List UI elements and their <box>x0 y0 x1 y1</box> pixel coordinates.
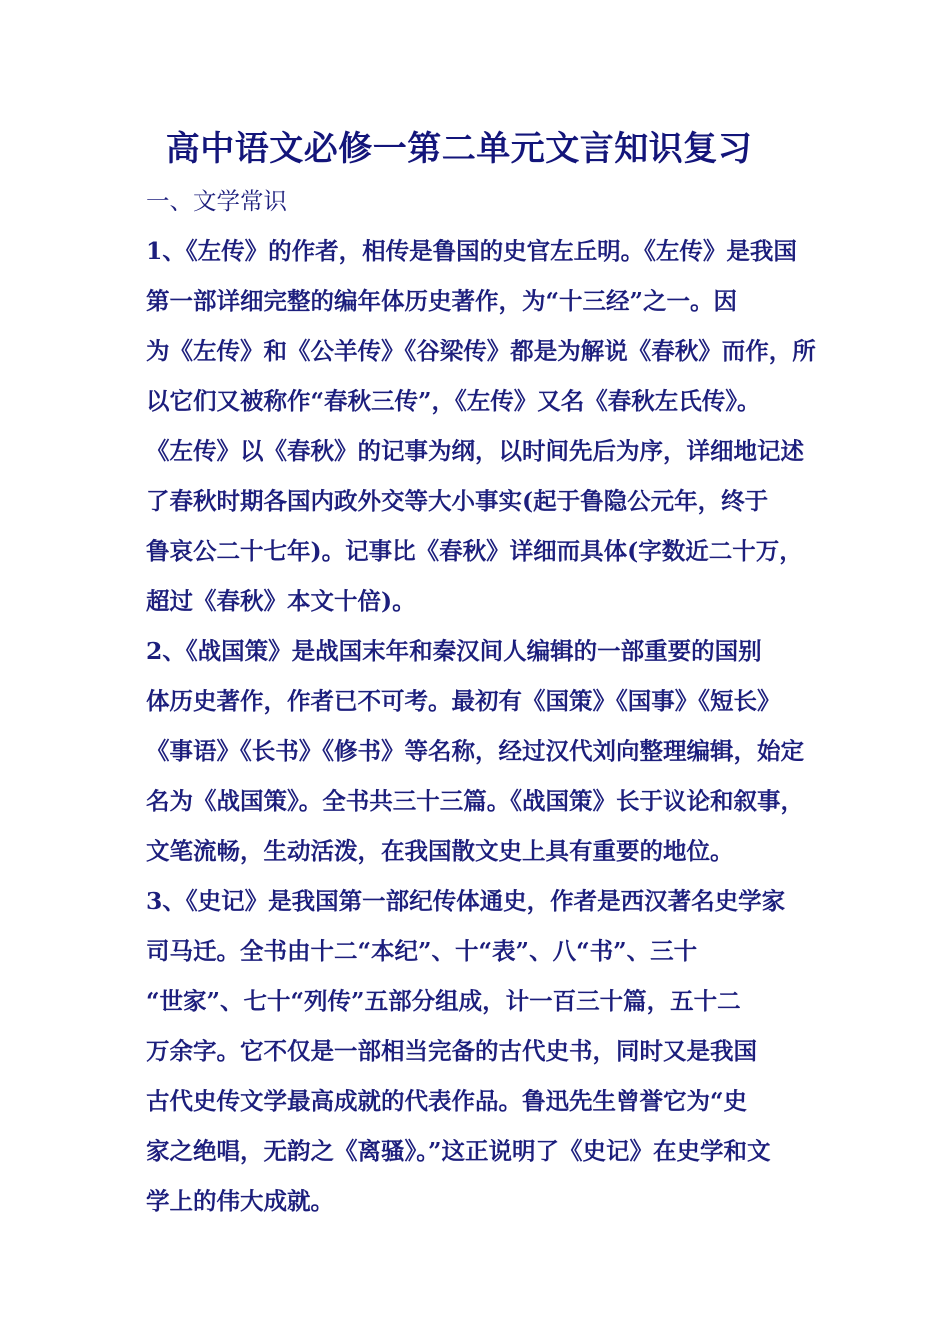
paragraph-line: 鲁哀公二十七年)。记事比《春秋》详细而具体(字数近二十万， <box>146 537 803 565</box>
paragraph-line: 司马迁。全书由十二“本纪”、十“表”、八“书”、三十 <box>146 937 698 965</box>
paragraph-line: 万余字。它不仅是一部相当完备的古代史书，同时又是我国 <box>146 1037 757 1065</box>
document-body <box>146 176 822 1226</box>
paragraph-line: 第一部详细完整的编年体历史著作，为“十三经”之一。因 <box>146 287 738 315</box>
page-title: 高中语文必修一第二单元文言知识复习 <box>165 129 753 169</box>
paragraph-line: 家之绝唱，无韵之《离骚》。”这正说明了《史记》在史学和文 <box>146 1137 771 1165</box>
paragraph-line: 1、《左传》的作者，相传是鲁国的史官左丘明。《左传》是我国 <box>146 237 797 265</box>
paragraph-line: 3、《史记》是我国第一部纪传体通史，作者是西汉著名史学家 <box>146 887 786 915</box>
paragraph-line: 文笔流畅，生动活泼，在我国散文史上具有重要的地位。 <box>146 837 734 865</box>
paragraph-line: 了春秋时期各国内政外交等大小事实(起于鲁隐公元年，终于 <box>146 487 769 515</box>
paragraph-line: 为《左传》和《公羊传》《谷梁传》都是为解说《春秋》而作，所 <box>146 337 816 365</box>
paragraph-line: 以它们又被称作“春秋三传”，《左传》又名《春秋左氏传》。 <box>146 387 761 415</box>
paragraph-line: “世家”、七十“列传”五部分组成，计一百三十篇，五十二 <box>146 987 741 1015</box>
section-heading: 一、文学常识 <box>146 187 287 215</box>
paragraph-line: 名为《战国策》。全书共三十三篇。《战国策》长于议论和叙事， <box>146 787 804 815</box>
paragraph-line: 古代史传文学最高成就的代表作品。鲁迅先生曾誉它为“史 <box>146 1087 748 1115</box>
paragraph-zhanguoce <box>146 626 822 876</box>
paragraph-zuozhuan <box>146 226 822 626</box>
paragraph-line: 《事语》《长书》《修书》等名称，经过汉代刘向整理编辑，始定 <box>146 737 804 765</box>
paragraph-line: 体历史著作，作者已不可考。最初有《国策》《国事》《短长》 <box>146 687 781 715</box>
paragraph-shiji <box>146 876 822 1226</box>
paragraph-line: 2、《战国策》是战国末年和秦汉间人编辑的一部重要的国别 <box>146 637 762 665</box>
paragraph-line: 《左传》以《春秋》的记事为纲，以时间先后为序，详细地记述 <box>146 437 804 465</box>
paragraph-line: 学上的伟大成就。 <box>146 1187 334 1215</box>
paragraph-line: 超过《春秋》本文十倍)。 <box>146 587 416 615</box>
